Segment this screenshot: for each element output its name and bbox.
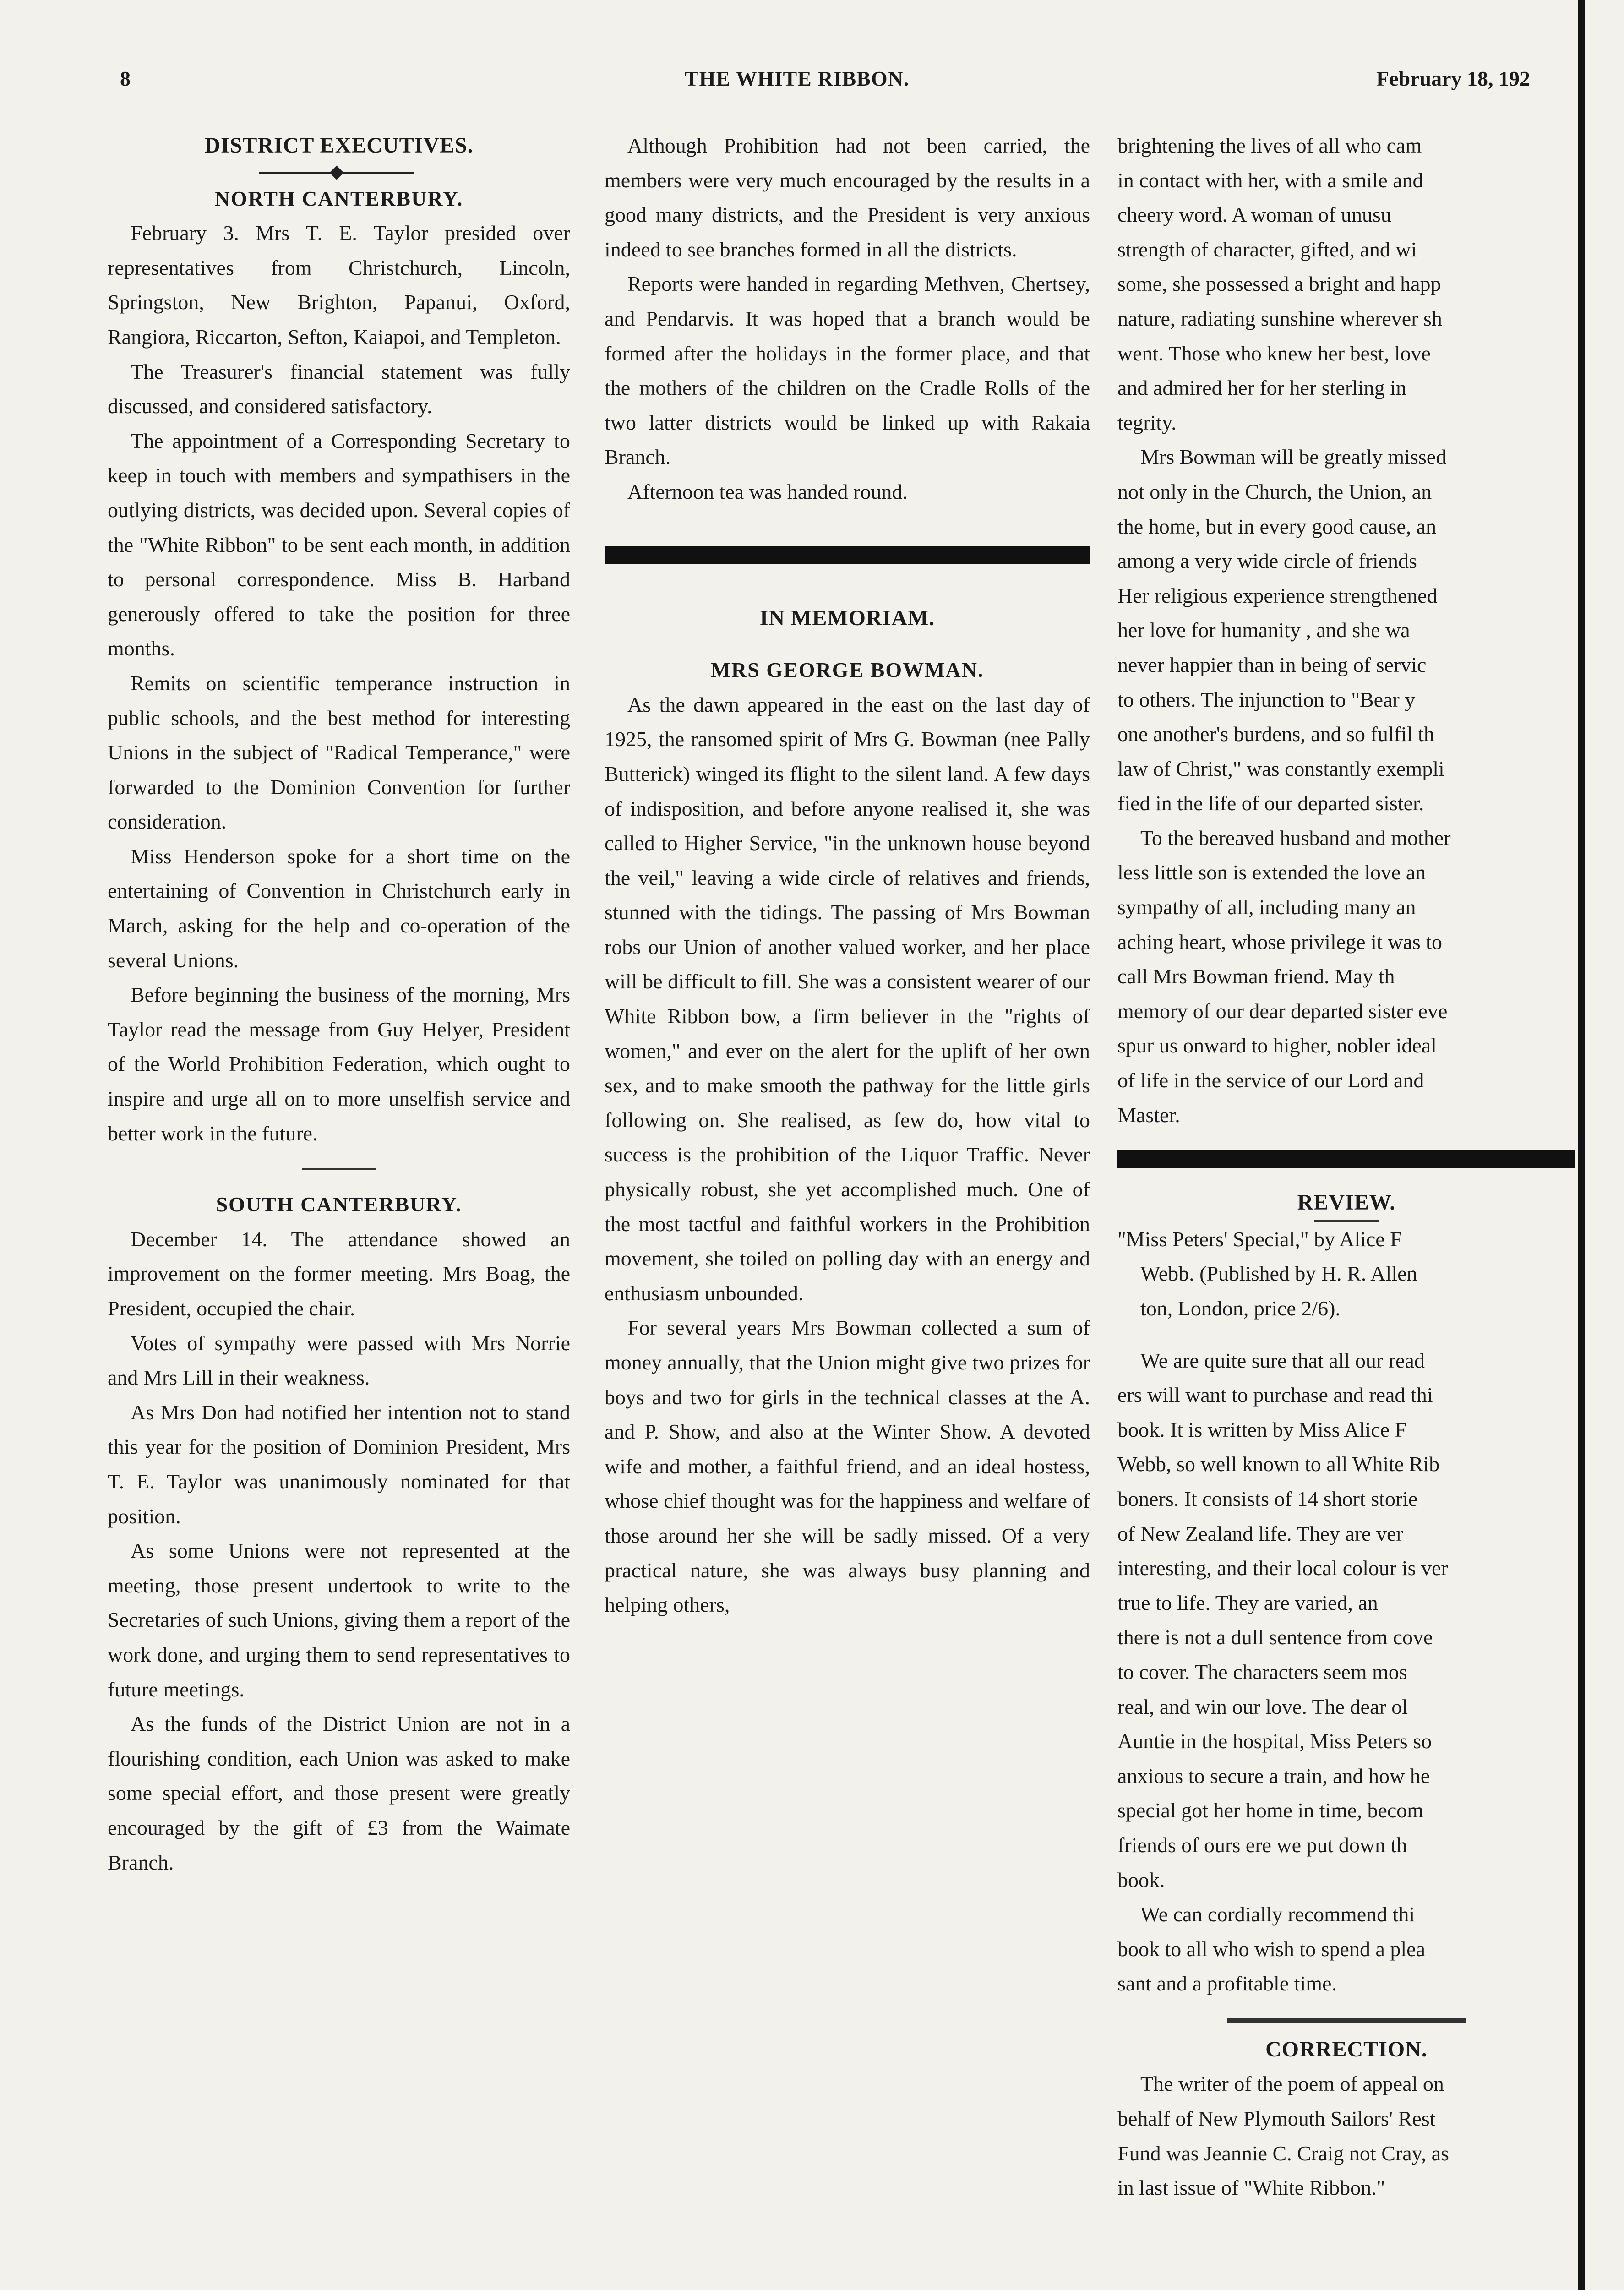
page-header: [0, 66, 1624, 103]
review-line: boners. It consists of 14 short storie: [1117, 1487, 1418, 1510]
page-number: 8: [120, 67, 131, 90]
south-paragraph: As the funds of the District Union are not in a flourishing condition, each Union was asked to make some special effort, and those present were greatly encouraged by the gift of £3 from the Waimate Branch.: [108, 1712, 570, 1874]
ornament-rule: [108, 163, 570, 181]
south-paragraph: As Mrs Don had notified her intention not to stand this year for the position of Dominion President, Mrs T. E. Taylor was unanimously nominated for that position.: [108, 1400, 570, 1528]
review-line: anxious to secure a train, and how he: [1117, 1764, 1430, 1788]
section-bar: [605, 546, 1090, 564]
review-line: We can cordially recommend thi: [1140, 1903, 1415, 1926]
review-line: true to life. They are varied, an: [1117, 1591, 1378, 1614]
memoriam-line: one another's burdens, and so fulfil th: [1117, 722, 1434, 746]
memoriam-line: went. Those who knew her best, love: [1117, 341, 1431, 365]
memoriam-line: and admired her for her sterling in: [1117, 376, 1406, 400]
column-2: [605, 128, 1090, 1622]
memoriam-subheading: MRS GEORGE BOWMAN.: [710, 658, 984, 682]
review-line: sant and a profitable time.: [1117, 1972, 1337, 1996]
north-canterbury-heading: NORTH CANTERBURY.: [214, 186, 463, 210]
memoriam-line: less little son is extended the love an: [1117, 861, 1426, 884]
page-edge-rule: [1578, 0, 1585, 2290]
review-line: real, and win our love. The dear ol: [1117, 1695, 1408, 1718]
review-line: Webb, so well known to all White Rib: [1117, 1452, 1440, 1476]
review-book-line: ton, London, price 2/6).: [1140, 1297, 1341, 1320]
review-line: book. It is written by Miss Alice F: [1117, 1418, 1407, 1441]
review-line: special got her home in time, becom: [1117, 1799, 1424, 1822]
south-paragraph: As some Unions were not represented at the meeting, those present undertook to write to the Secretaries of such Unions, giving them a report of the work done, and urging them to send representatives to future meetings.: [108, 1539, 570, 1701]
memoriam-paragraph: As the dawn appeared in the east on the last day of 1925, the ransomed spirit of Mrs G. Bowman (nee Pally Butterick) winged its flight to the silent land. A few days of indisposition, and before anyone realised it, she was called to Higher Service, "in the unknown house beyond the veil," leaving a wide circle of relatives and friends, stunned with the tidings. The passing of Mrs Bowman robs our Union of another valued worker, and her place will be difficult to fill. She was a consistent wearer of our White Ribbon bow, a firm believer in the "rights of women," and ever on the alert for the uplift of her own sex, and to make smooth the pathway for the little girls following on. She realised, as few do, how vital to success is the prohibition of the Liquor Traffic. Never physically robust, she yet accomplished much. One of the most tactful and faithful workers in the Prohibition movement, she toiled on polling day with an energy and enthusiasm unbounded.: [605, 692, 1090, 1305]
south-paragraph: Reports were handed in regarding Methven, Chertsey, and Pendarvis. It was hoped that a branch would be formed after the holidays in the former place, and that the mothers of the children on the Cradle Rolls of the two latter districts would be linked up with Rakaia Branch.: [605, 272, 1090, 469]
review-heading: REVIEW.: [1297, 1190, 1396, 1215]
district-executives-heading: DISTRICT EXECUTIVES.: [204, 133, 474, 158]
memoriam-line: memory of our dear departed sister eve: [1117, 999, 1448, 1023]
review-line: there is not a dull sentence from cove: [1117, 1625, 1433, 1649]
review-book-line: "Miss Peters' Special," by Alice F: [1117, 1227, 1402, 1251]
review-line: We are quite sure that all our read: [1140, 1348, 1425, 1372]
memoriam-line: To the bereaved husband and mother: [1140, 826, 1451, 850]
north-paragraph: The Treasurer's financial statement was fully discussed, and considered satisfactory.: [108, 360, 570, 418]
memoriam-line: call Mrs Bowman friend. May th: [1117, 965, 1395, 988]
correction-line: in last issue of "White Ribbon.": [1117, 2176, 1385, 2200]
correction-line: behalf of New Plymouth Sailors' Rest: [1117, 2107, 1436, 2131]
review-line: ers will want to purchase and read thi: [1117, 1383, 1433, 1407]
memoriam-line: her love for humanity , and she wa: [1117, 618, 1410, 642]
review-line: Auntie in the hospital, Miss Peters so: [1117, 1729, 1432, 1753]
memoriam-line: aching heart, whose privilege it was to: [1117, 930, 1442, 954]
memoriam-line: strength of character, gifted, and wi: [1117, 237, 1417, 261]
memoriam-line: fied in the life of our departed sister.: [1117, 791, 1424, 815]
correction-line: Fund was Jeannie C. Craig not Cray, as: [1117, 2141, 1449, 2165]
correction-line: The writer of the poem of appeal on: [1140, 2072, 1444, 2096]
correction-heading: CORRECTION.: [1265, 2037, 1428, 2061]
south-paragraph: Afternoon tea was handed round.: [627, 480, 908, 503]
memoriam-line: Master.: [1117, 1103, 1180, 1127]
review-line: book to all who wish to spend a plea: [1117, 1937, 1426, 1961]
publication-title: THE WHITE RIBBON.: [685, 67, 910, 90]
memoriam-line: Mrs Bowman will be greatly missed: [1140, 445, 1447, 469]
column-3: [1117, 128, 1575, 2205]
north-paragraph: The appointment of a Corresponding Secretary to keep in touch with members and sympathisers in the outlying districts, was decided upon. Several copies of the "White Ribbon" to be sent each month, in addition to personal correspondence. Miss B. Harband generously offered to take the position for three months.: [108, 429, 570, 660]
memoriam-line: of life in the service of our Lord and: [1117, 1069, 1424, 1092]
review-line: interesting, and their local colour is ver: [1117, 1556, 1448, 1580]
section-bar: [1117, 1150, 1575, 1168]
memoriam-heading: IN MEMORIAM.: [759, 605, 935, 630]
north-paragraph: Before beginning the business of the morning, Mrs Taylor read the message from Guy Helyer, President of the World Prohibition Federation, which ought to inspire and urge all on to more unselfish service and better work in the future.: [108, 983, 570, 1145]
south-paragraph: Although Prohibition had not been carried, the members were very much encouraged by the results in a good many districts, and the President is very anxious indeed to see branches formed in all the districts.: [605, 134, 1090, 261]
memoriam-line: among a very wide circle of friends: [1117, 549, 1417, 573]
south-canterbury-heading: SOUTH CANTERBURY.: [216, 1193, 462, 1216]
memoriam-line: never happier than in being of servic: [1117, 653, 1427, 676]
north-paragraph: February 3. Mrs T. E. Taylor presided over representatives from Christchurch, Lincoln, Springston, New Brighton, Papanui, Oxford, Rangiora, Riccarton, Sefton, Kaiapoi, and Templeton.: [108, 221, 570, 349]
review-line: book.: [1117, 1868, 1165, 1892]
north-paragraph: Remits on scientific temperance instruction in public schools, and the best method for interesting Unions in the subject of "Radical Temperance," were forwarded to the Dominion Convention for further consideration.: [108, 671, 570, 834]
issue-date: February 18, 192: [1376, 67, 1531, 90]
memoriam-line: sympathy of all, including many an: [1117, 895, 1416, 919]
column-1: [108, 128, 570, 1880]
memoriam-line: nature, radiating sunshine wherever sh: [1117, 306, 1442, 330]
memoriam-line: law of Christ," was constantly exempli: [1117, 757, 1444, 780]
memoriam-line: spur us onward to higher, nobler ideal: [1117, 1034, 1437, 1058]
section-divider: [1227, 2018, 1466, 2023]
south-paragraph: Votes of sympathy were passed with Mrs Norrie and Mrs Lill in their weakness.: [108, 1331, 570, 1390]
memoriam-line: to others. The injunction to "Bear y: [1117, 687, 1416, 711]
south-paragraph: December 14. The attendance showed an improvement on the former meeting. Mrs Boag, the President, occupied the chair.: [108, 1227, 570, 1320]
memoriam-line: the home, but in every good cause, an: [1117, 514, 1437, 538]
review-line: to cover. The characters seem mos: [1117, 1660, 1407, 1684]
north-paragraph: Miss Henderson spoke for a short time on the entertaining of Convention in Christchurch early in March, asking for the help and co-operation of the several Unions.: [108, 844, 570, 972]
memoriam-paragraph: For several years Mrs Bowman collected a sum of money annually, that the Union might give two prizes for boys and two for girls in the technical classes at the A. and P. Show, and also at the Winter Show. A devoted wife and mother, a faithful friend, and an ideal hostess, whose chief thought was for the happiness and welfare of those around her she will be sadly missed. Of a very practical nature, she was always busy planning and helping others,: [605, 1316, 1090, 1617]
memoriam-line: brightening the lives of all who cam: [1117, 134, 1422, 157]
review-line: of New Zealand life. They are ver: [1117, 1521, 1403, 1545]
memoriam-line: in contact with her, with a smile and: [1117, 168, 1423, 192]
review-book-line: Webb. (Published by H. R. Allen: [1140, 1262, 1417, 1286]
memoriam-line: some, she possessed a bright and happ: [1117, 272, 1441, 296]
memoriam-line: cheery word. A woman of unusu: [1117, 203, 1391, 227]
memoriam-line: tegrity.: [1117, 410, 1177, 434]
review-line: friends of ours ere we put down th: [1117, 1833, 1407, 1857]
memoriam-line: not only in the Church, the Union, an: [1117, 480, 1432, 503]
memoriam-line: Her religious experience strengthened: [1117, 583, 1438, 607]
